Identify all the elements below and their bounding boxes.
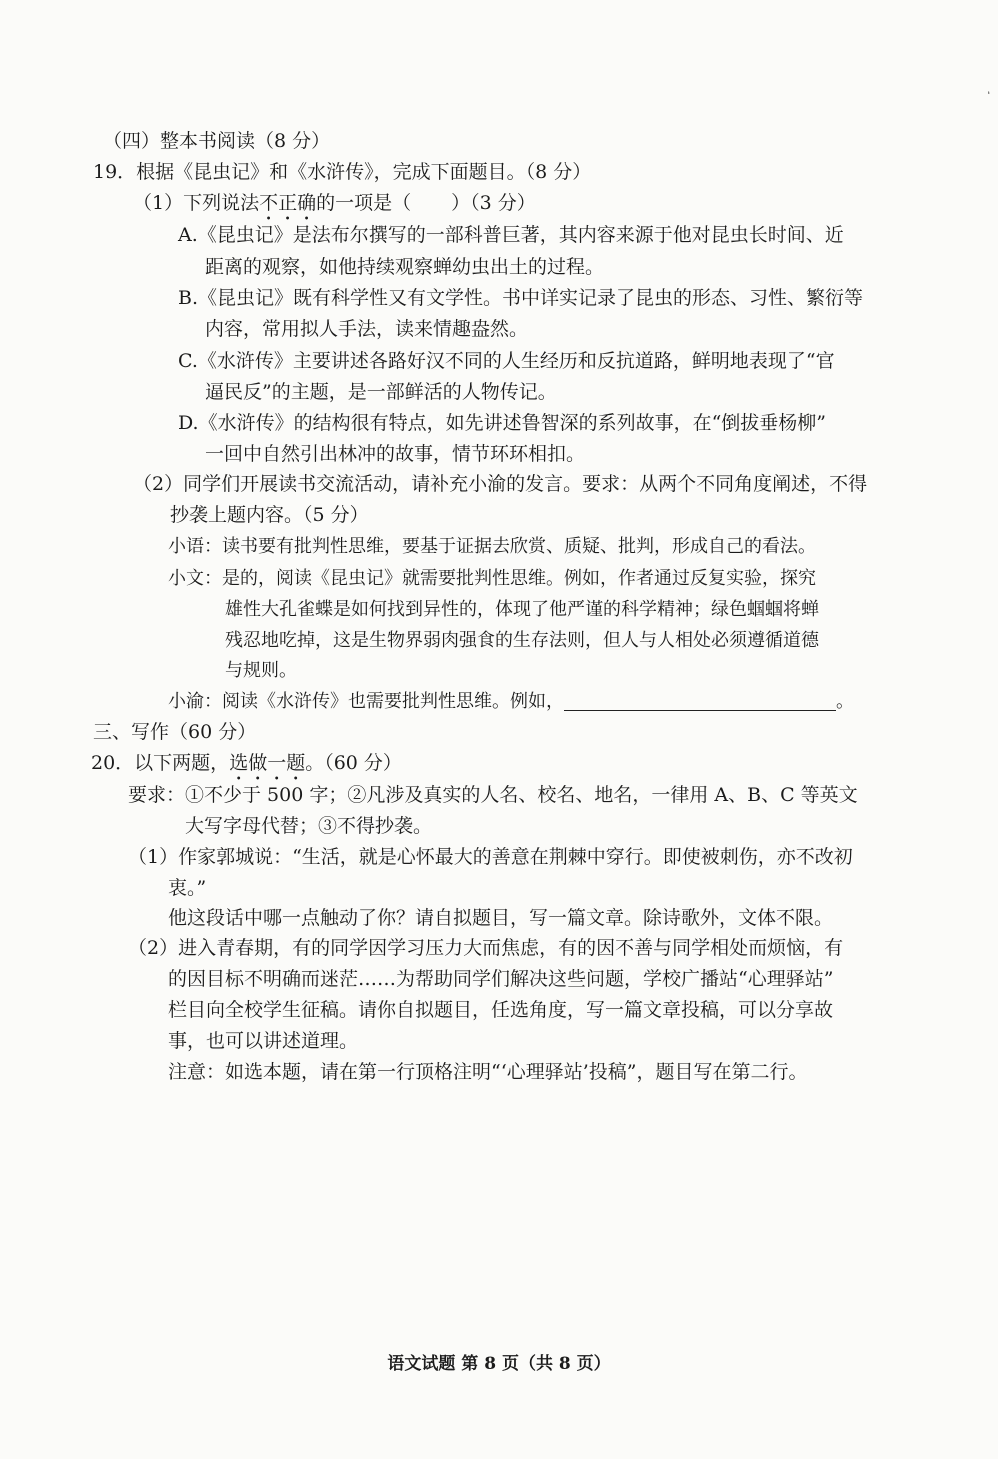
option-d-line2: 一回中自然引出林冲的故事，情节环环相扣。 [205, 443, 586, 465]
dialogue-xiaowen-line1: 小文：是的，阅读《昆虫记》就需要批判性思维。例如，作者通过反复实验，探究 [168, 568, 816, 589]
option-c-line2: 逼民反”的主题，是一部鲜活的人物传记。 [205, 381, 557, 403]
prompt1-line3: 他这段话中哪一点触动了你？请自拟题目，写一篇文章。除诗歌外，文体不限。 [168, 907, 834, 929]
q20-stem [91, 749, 402, 785]
dialogue-xiaoyu-chongqing-text: 小渝：阅读《水浒传》也需要批判性思维。例如， [168, 691, 564, 712]
fill-in-blank[interactable] [564, 690, 836, 711]
page-footer: 语文试题 第 8 页（共 8 页） [387, 1354, 611, 1374]
dialogue-xiaowen-line2: 雄性大孔雀蝶是如何找到异性的，体现了他严谨的科学精神；绿色蝈蝈将蝉 [225, 599, 819, 620]
option-a-line1: A.《昆虫记》是法布尔撰写的一部科普巨著，其内容来源于他对昆虫长时间、近 [178, 224, 844, 246]
option-b-line1: B.《昆虫记》既有科学性又有文学性。书中详实记录了昆虫的形态、习性、繁衍等 [178, 287, 864, 309]
q19-stem: 19．根据《昆虫记》和《水浒传》，完成下面题目。（8 分） [93, 161, 592, 183]
dialogue-period: 。 [836, 691, 854, 712]
option-a-line2: 距离的观察，如他持续观察蝉幼虫出土的过程。 [205, 256, 605, 278]
option-c-line1: C.《水浒传》主要讲述各路好汉不同的人生经历和反抗道路，鲜明地表现了“官 [178, 350, 835, 372]
prompt2-line2: 的因目标不明确而迷茫……为帮助同学们解决这些问题，学校广播站“心理驿站” [168, 968, 834, 990]
prompt1-line1: （1）作家郭城说：“生活，就是心怀最大的善意在荆棘中穿行。即使被刺伤，亦不改初 [128, 846, 853, 868]
q19-sub2-line1: （2）同学们开展读书交流活动，请补充小渝的发言。要求：从两个不同角度阐述，不得 [133, 473, 868, 495]
prompt2-line3: 栏目向全校学生征稿。请你自拟题目，任选角度，写一篇文章投稿，可以分享故 [168, 999, 834, 1021]
q20-requirement-line1: 要求：①不少于 500 字；②凡涉及真实的人名、校名、地名，一律用 A、B、C 等英文 [128, 784, 858, 806]
prompt2-line1: （2）进入青春期，有的同学因学习压力大而焦虑，有的因不善与同学相处而烦恼，有 [128, 937, 844, 959]
q19-sub1-close: ）（3 分） [451, 192, 536, 214]
dialogue-xiaowen-line3: 残忍地吃掉，这是生物界弱肉强食的生存法则，但人与人相处必须遵循道德 [225, 630, 819, 651]
q20-stem-emphasis: 选做一题 [229, 752, 306, 774]
q19-sub1-emphasis: 不正确 [259, 192, 317, 214]
prompt2-line4: 事，也可以讲述道理。 [168, 1030, 359, 1052]
dialogue-xiaowen-line4: 与规则。 [225, 660, 297, 681]
q20-stem-pre: 20．以下两题， [91, 752, 230, 774]
q19-sub2-line2: 抄袭上题内容。（5 分） [170, 504, 369, 526]
q20-requirement-line2: 大写字母代替；③不得抄袭。 [185, 815, 433, 837]
q20-stem-post: 。（60 分） [305, 752, 402, 774]
section4-heading: （四）整本书阅读（8 分） [103, 130, 331, 152]
dialogue-xiaoyu-chongqing [168, 688, 854, 716]
prompt1-line2: 衷。” [168, 877, 207, 899]
prompt2-note: 注意：如选本题，请在第一行顶格注明“‘心理驿站’投稿”，题目写在第二行。 [168, 1061, 808, 1083]
q19-sub1-post: 的一项是（ [316, 192, 412, 214]
option-b-line2: 内容，常用拟人手法，读来情趣盎然。 [205, 318, 529, 340]
option-d-line1: D.《水浒传》的结构很有特点，如先讲述鲁智深的系列故事，在“倒拔垂杨柳” [178, 412, 827, 434]
section3-heading: 三、写作（60 分） [93, 721, 257, 743]
dialogue-xiaoyu: 小语：读书要有批判性思维，要基于证据去欣赏、质疑、批判，形成自己的看法。 [168, 536, 816, 557]
q19-sub1-pre: （1）下列说法 [133, 192, 260, 214]
q19-sub1 [133, 189, 536, 225]
